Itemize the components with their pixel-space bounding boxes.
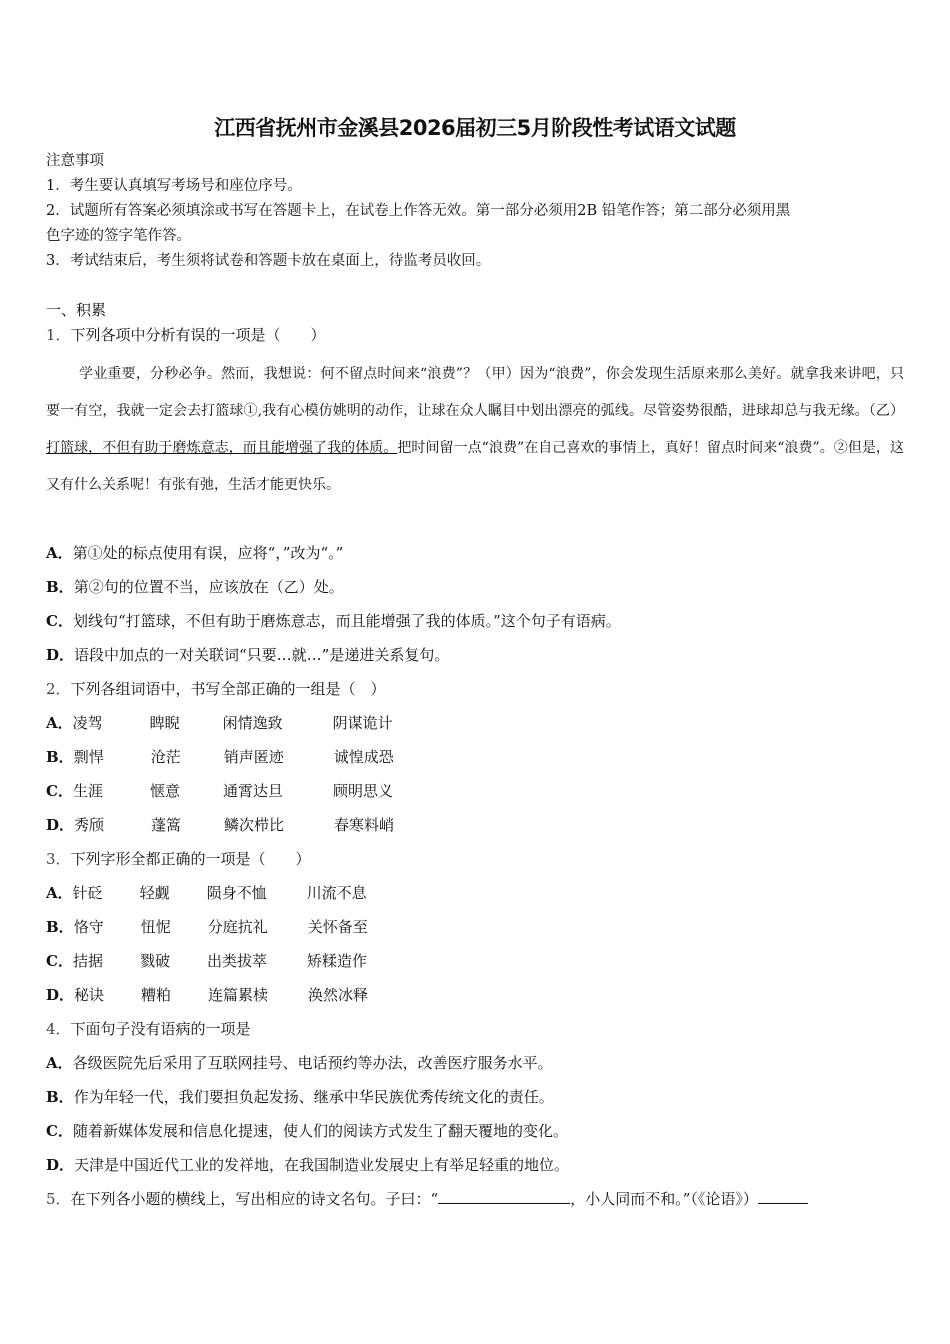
answer-blank[interactable] [438,1189,570,1204]
question-3-option-a[interactable]: A．针砭 轻觑 陨身不恤 川流不息 [46,884,367,902]
section-heading: 一、积累 [46,301,107,319]
question-1-passage: 学业重要，分秒必争。然而，我想说：何不留点时间来“浪费”？（甲）因为“浪费”，你会发现生活原来那么美好。就拿我来讲吧，只要一有空，我就一定会去打篮球①,我有心模仿姚明的动作，让球在众人瞩目中划出漂亮的弧线。尽管姿势很酷，进球却总与我无缘。（乙）打篮球，不但有助于磨炼意志，而且能增强了我的体质。把时间留一点“浪费”在自己喜欢的事情上，真好！留点时间来“浪费”。②但是，这又有什么关系呢！有张有弛，生活才能更快乐。 [46,366,904,493]
answer-blank[interactable] [758,1189,808,1204]
question-4-option-a[interactable]: A．各级医院先后采用了互联网挂号、电话预约等办法，改善医疗服务水平。 [46,1054,553,1072]
question-3-option-b[interactable]: B．恪守 忸怩 分庭抗礼 关怀备至 [46,918,368,936]
question-2-option-a[interactable]: A．凌驾 睥睨 闲情逸致 阴谋诡计 [46,714,393,732]
notice-item-3: 3．考试结束后，考生须将试卷和答题卡放在桌面上，待监考员收回。 [46,253,491,269]
notice-item-2-line-1: 2．试题所有答案必须填涂或书写在答题卡上，在试卷上作答无效。第一部分必须用2B 铅笔作答；第二部分必须用黑 [46,203,791,219]
question-2-stem: 2．下列各组词语中，书写全部正确的一组是（ ） [46,680,386,698]
question-2-option-d[interactable]: D．秀颀 蓬篙 鳞次栉比 春寒料峭 [46,816,395,834]
notice-heading: 注意事项 [46,153,104,169]
question-4-option-b[interactable]: B．作为年轻一代，我们要担负起发扬、继承中华民族优秀传统文化的责任。 [46,1088,554,1106]
question-3-stem: 3．下列字形全都正确的一项是（ ） [46,850,311,868]
notice-item-1: 1．考生要认真填写考场号和座位序号。 [46,178,302,194]
question-text: 下列各项中分析有误的一项是（ ） [70,326,326,344]
question-1-option-d[interactable]: D．语段中加点的一对关联词“只要…就…”是递进关系复句。 [46,646,450,664]
question-5-stem: 5．在下列各小题的横线上，写出相应的诗文名句。子曰：“ ，小人同而不和。”（《论语》） [46,1189,808,1209]
notice-item-2-line-2: 色字迹的签字笔作答。 [46,228,191,244]
question-4-option-d[interactable]: D．天津是中国近代工业的发祥地，在我国制造业发展史上有举足轻重的地位。 [46,1156,570,1174]
underlined-sentence: 打篮球，不但有助于磨炼意志，而且能增强了我的体质。 [46,440,398,456]
question-4-stem: 4．下面句子没有语病的一项是 [46,1020,251,1038]
question-1-option-c[interactable]: C．划线句“打篮球，不但有助于磨炼意志，而且能增强了我的体质。”这个句子有语病。 [46,612,621,630]
question-1-option-b[interactable]: B．第②句的位置不当，应该放在（乙）处。 [46,578,344,596]
question-2-option-b[interactable]: B．剽悍 沧茫 销声匿迹 诚惶成恐 [46,748,394,766]
question-1-option-a[interactable]: A．第①处的标点使用有误，应将“，”改为“。” [46,544,344,562]
question-1-stem [46,325,326,345]
question-4-option-c[interactable]: C．随着新媒体发展和信息化提速，使人们的阅读方式发生了翻天覆地的变化。 [46,1122,568,1140]
question-2-option-c[interactable]: C．生涯 惬意 通霄达旦 顾明思义 [46,782,393,800]
question-number: 1． [46,326,71,344]
question-3-option-c[interactable]: C．拮据 戮破 出类拔萃 矫糅造作 [46,952,367,970]
page-title: 江西省抚州市金溪县2026届初三5月阶段性考试语文试题 [214,116,736,140]
question-3-option-d[interactable]: D．秘诀 糟粕 连篇累椟 涣然冰释 [46,986,369,1004]
